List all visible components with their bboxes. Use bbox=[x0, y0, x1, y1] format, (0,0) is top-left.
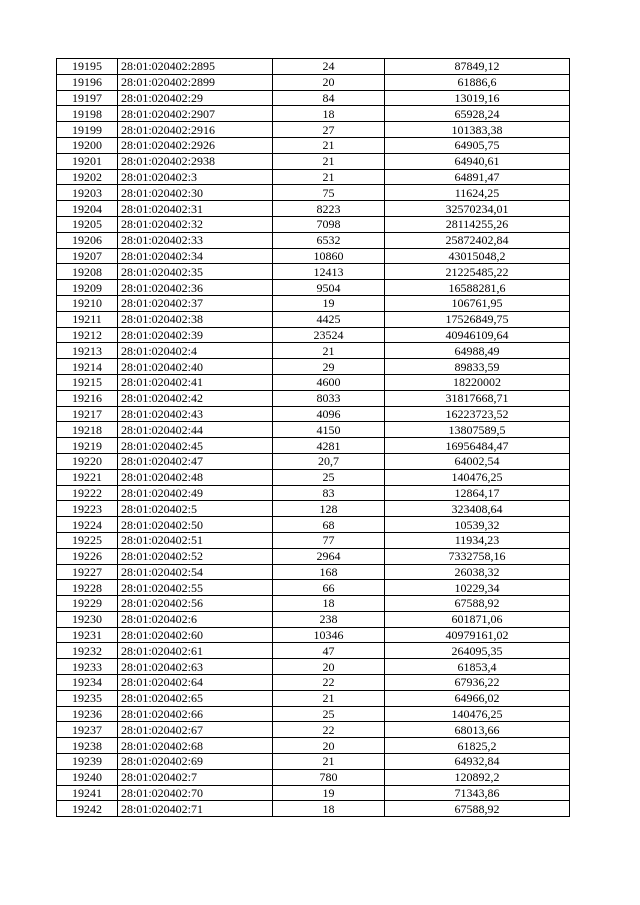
area-value: 77 bbox=[273, 532, 385, 548]
cadastral-number: 28:01:020402:36 bbox=[118, 280, 273, 296]
cadastral-value: 89833,59 bbox=[385, 359, 570, 375]
row-number: 19216 bbox=[57, 390, 118, 406]
table-row bbox=[57, 59, 570, 75]
row-number: 19200 bbox=[57, 137, 118, 153]
area-value: 66 bbox=[273, 580, 385, 596]
cadastral-value: 11934,23 bbox=[385, 532, 570, 548]
row-number: 19203 bbox=[57, 185, 118, 201]
area-value: 8223 bbox=[273, 201, 385, 217]
table-row bbox=[57, 580, 570, 596]
cadastral-value: 11624,25 bbox=[385, 185, 570, 201]
table-row bbox=[57, 137, 570, 153]
table-row bbox=[57, 74, 570, 90]
cadastral-value: 40979161,02 bbox=[385, 627, 570, 643]
cadastral-number: 28:01:020402:2926 bbox=[118, 137, 273, 153]
cadastral-value: 64988,49 bbox=[385, 343, 570, 359]
row-number: 19238 bbox=[57, 738, 118, 754]
cadastral-value: 64966,02 bbox=[385, 690, 570, 706]
area-value: 21 bbox=[273, 169, 385, 185]
cadastral-value: 64002,54 bbox=[385, 453, 570, 469]
cadastral-value: 64940,61 bbox=[385, 153, 570, 169]
cadastral-number: 28:01:020402:35 bbox=[118, 264, 273, 280]
table-row bbox=[57, 343, 570, 359]
row-number: 19201 bbox=[57, 153, 118, 169]
row-number: 19236 bbox=[57, 706, 118, 722]
area-value: 19 bbox=[273, 785, 385, 801]
cadastral-number: 28:01:020402:42 bbox=[118, 390, 273, 406]
area-value: 25 bbox=[273, 469, 385, 485]
row-number: 19210 bbox=[57, 295, 118, 311]
table-row bbox=[57, 438, 570, 454]
cadastral-value: 68013,66 bbox=[385, 722, 570, 738]
row-number: 19215 bbox=[57, 374, 118, 390]
row-number: 19220 bbox=[57, 453, 118, 469]
cadastral-number: 28:01:020402:39 bbox=[118, 327, 273, 343]
cadastral-value: 40946109,64 bbox=[385, 327, 570, 343]
cadastral-value: 10539,32 bbox=[385, 517, 570, 533]
area-value: 47 bbox=[273, 643, 385, 659]
cadastral-value: 264095,35 bbox=[385, 643, 570, 659]
table-row bbox=[57, 754, 570, 770]
row-number: 19232 bbox=[57, 643, 118, 659]
cadastral-number: 28:01:020402:70 bbox=[118, 785, 273, 801]
area-value: 4281 bbox=[273, 438, 385, 454]
cadastral-value: 64905,75 bbox=[385, 137, 570, 153]
row-number: 19205 bbox=[57, 216, 118, 232]
cadastral-number: 28:01:020402:61 bbox=[118, 643, 273, 659]
row-number: 19214 bbox=[57, 359, 118, 375]
row-number: 19212 bbox=[57, 327, 118, 343]
area-value: 128 bbox=[273, 501, 385, 517]
table-row bbox=[57, 706, 570, 722]
area-value: 12413 bbox=[273, 264, 385, 280]
row-number: 19230 bbox=[57, 611, 118, 627]
area-value: 6532 bbox=[273, 232, 385, 248]
table-row bbox=[57, 548, 570, 564]
table-row bbox=[57, 627, 570, 643]
cadastral-value: 10229,34 bbox=[385, 580, 570, 596]
area-value: 18 bbox=[273, 801, 385, 817]
cadastral-number: 28:01:020402:38 bbox=[118, 311, 273, 327]
table-row bbox=[57, 311, 570, 327]
row-number: 19219 bbox=[57, 438, 118, 454]
area-value: 8033 bbox=[273, 390, 385, 406]
cadastral-number: 28:01:020402:34 bbox=[118, 248, 273, 264]
cadastral-number: 28:01:020402:2916 bbox=[118, 122, 273, 138]
table-row bbox=[57, 485, 570, 501]
area-value: 25 bbox=[273, 706, 385, 722]
table-row bbox=[57, 153, 570, 169]
row-number: 19199 bbox=[57, 122, 118, 138]
cadastral-number: 28:01:020402:64 bbox=[118, 675, 273, 691]
area-value: 18 bbox=[273, 596, 385, 612]
cadastral-value: 12864,17 bbox=[385, 485, 570, 501]
cadastral-number: 28:01:020402:65 bbox=[118, 690, 273, 706]
table-row bbox=[57, 216, 570, 232]
table-row bbox=[57, 738, 570, 754]
table-row bbox=[57, 248, 570, 264]
cadastral-value: 87849,12 bbox=[385, 59, 570, 75]
area-value: 84 bbox=[273, 90, 385, 106]
table-body bbox=[57, 59, 570, 817]
cadastral-number: 28:01:020402:37 bbox=[118, 295, 273, 311]
cadastral-number: 28:01:020402:2907 bbox=[118, 106, 273, 122]
cadastral-number: 28:01:020402:29 bbox=[118, 90, 273, 106]
cadastral-value: 31817668,71 bbox=[385, 390, 570, 406]
row-number: 19233 bbox=[57, 659, 118, 675]
table-row bbox=[57, 769, 570, 785]
cadastral-value: 26038,32 bbox=[385, 564, 570, 580]
cadastral-number: 28:01:020402:48 bbox=[118, 469, 273, 485]
area-value: 23524 bbox=[273, 327, 385, 343]
area-value: 68 bbox=[273, 517, 385, 533]
cadastral-number: 28:01:020402:30 bbox=[118, 185, 273, 201]
table-row bbox=[57, 122, 570, 138]
table-row bbox=[57, 722, 570, 738]
cadastral-value: 18220002 bbox=[385, 374, 570, 390]
cadastral-value: 140476,25 bbox=[385, 469, 570, 485]
area-value: 22 bbox=[273, 722, 385, 738]
row-number: 19198 bbox=[57, 106, 118, 122]
table-row bbox=[57, 564, 570, 580]
row-number: 19202 bbox=[57, 169, 118, 185]
cadastral-value: 65928,24 bbox=[385, 106, 570, 122]
cadastral-value: 21225485,22 bbox=[385, 264, 570, 280]
table-row bbox=[57, 611, 570, 627]
row-number: 19209 bbox=[57, 280, 118, 296]
table-row bbox=[57, 422, 570, 438]
cadastral-number: 28:01:020402:4 bbox=[118, 343, 273, 359]
row-number: 19242 bbox=[57, 801, 118, 817]
cadastral-value: 64932,84 bbox=[385, 754, 570, 770]
table-row bbox=[57, 501, 570, 517]
cadastral-number: 28:01:020402:45 bbox=[118, 438, 273, 454]
area-value: 9504 bbox=[273, 280, 385, 296]
row-number: 19241 bbox=[57, 785, 118, 801]
row-number: 19218 bbox=[57, 422, 118, 438]
row-number: 19228 bbox=[57, 580, 118, 596]
area-value: 20,7 bbox=[273, 453, 385, 469]
table-row bbox=[57, 801, 570, 817]
area-value: 10860 bbox=[273, 248, 385, 264]
row-number: 19234 bbox=[57, 675, 118, 691]
table-row bbox=[57, 469, 570, 485]
area-value: 21 bbox=[273, 343, 385, 359]
cadastral-number: 28:01:020402:63 bbox=[118, 659, 273, 675]
cadastral-value: 140476,25 bbox=[385, 706, 570, 722]
area-value: 7098 bbox=[273, 216, 385, 232]
cadastral-value: 106761,95 bbox=[385, 295, 570, 311]
row-number: 19207 bbox=[57, 248, 118, 264]
table-row bbox=[57, 232, 570, 248]
cadastral-value: 64891,47 bbox=[385, 169, 570, 185]
cadastral-number: 28:01:020402:50 bbox=[118, 517, 273, 533]
row-number: 19225 bbox=[57, 532, 118, 548]
row-number: 19224 bbox=[57, 517, 118, 533]
cadastral-value: 16956484,47 bbox=[385, 438, 570, 454]
table-row bbox=[57, 90, 570, 106]
area-value: 21 bbox=[273, 153, 385, 169]
cadastral-number: 28:01:020402:51 bbox=[118, 532, 273, 548]
row-number: 19217 bbox=[57, 406, 118, 422]
cadastral-number: 28:01:020402:68 bbox=[118, 738, 273, 754]
table-row bbox=[57, 532, 570, 548]
cadastral-value: 13019,16 bbox=[385, 90, 570, 106]
cadastral-value: 67588,92 bbox=[385, 596, 570, 612]
table-row bbox=[57, 295, 570, 311]
area-value: 18 bbox=[273, 106, 385, 122]
cadastral-number: 28:01:020402:44 bbox=[118, 422, 273, 438]
area-value: 20 bbox=[273, 74, 385, 90]
cadastral-value: 323408,64 bbox=[385, 501, 570, 517]
area-value: 21 bbox=[273, 137, 385, 153]
cadastral-number: 28:01:020402:41 bbox=[118, 374, 273, 390]
area-value: 75 bbox=[273, 185, 385, 201]
cadastral-number: 28:01:020402:2895 bbox=[118, 59, 273, 75]
cadastral-value: 7332758,16 bbox=[385, 548, 570, 564]
cadastral-number: 28:01:020402:5 bbox=[118, 501, 273, 517]
table-row bbox=[57, 643, 570, 659]
area-value: 21 bbox=[273, 690, 385, 706]
table-row bbox=[57, 785, 570, 801]
area-value: 19 bbox=[273, 295, 385, 311]
area-value: 2964 bbox=[273, 548, 385, 564]
cadastral-number: 28:01:020402:2899 bbox=[118, 74, 273, 90]
cadastral-value: 28114255,26 bbox=[385, 216, 570, 232]
cadastral-number: 28:01:020402:6 bbox=[118, 611, 273, 627]
cadastral-number: 28:01:020402:66 bbox=[118, 706, 273, 722]
cadastral-number: 28:01:020402:55 bbox=[118, 580, 273, 596]
cadastral-value: 25872402,84 bbox=[385, 232, 570, 248]
area-value: 238 bbox=[273, 611, 385, 627]
area-value: 24 bbox=[273, 59, 385, 75]
table-row bbox=[57, 659, 570, 675]
row-number: 19197 bbox=[57, 90, 118, 106]
area-value: 780 bbox=[273, 769, 385, 785]
row-number: 19204 bbox=[57, 201, 118, 217]
cadastral-value: 16223723,52 bbox=[385, 406, 570, 422]
row-number: 19229 bbox=[57, 596, 118, 612]
cadastral-value: 32570234,01 bbox=[385, 201, 570, 217]
cadastral-number: 28:01:020402:2938 bbox=[118, 153, 273, 169]
cadastral-number: 28:01:020402:60 bbox=[118, 627, 273, 643]
cadastral-value: 101383,38 bbox=[385, 122, 570, 138]
table-row bbox=[57, 280, 570, 296]
row-number: 19211 bbox=[57, 311, 118, 327]
cadastral-value: 71343,86 bbox=[385, 785, 570, 801]
area-value: 21 bbox=[273, 754, 385, 770]
cadastral-value: 67936,22 bbox=[385, 675, 570, 691]
cadastral-value: 13807589,5 bbox=[385, 422, 570, 438]
table-row bbox=[57, 390, 570, 406]
row-number: 19235 bbox=[57, 690, 118, 706]
table-row bbox=[57, 327, 570, 343]
table-row bbox=[57, 517, 570, 533]
cadastral-value: 601871,06 bbox=[385, 611, 570, 627]
area-value: 29 bbox=[273, 359, 385, 375]
table-row bbox=[57, 374, 570, 390]
table-row bbox=[57, 675, 570, 691]
cadastral-value: 61886,6 bbox=[385, 74, 570, 90]
cadastral-value-table bbox=[56, 58, 570, 817]
row-number: 19208 bbox=[57, 264, 118, 280]
cadastral-number: 28:01:020402:32 bbox=[118, 216, 273, 232]
cadastral-value: 43015048,2 bbox=[385, 248, 570, 264]
cadastral-number: 28:01:020402:43 bbox=[118, 406, 273, 422]
area-value: 4150 bbox=[273, 422, 385, 438]
cadastral-number: 28:01:020402:31 bbox=[118, 201, 273, 217]
cadastral-value: 120892,2 bbox=[385, 769, 570, 785]
cadastral-number: 28:01:020402:71 bbox=[118, 801, 273, 817]
area-value: 20 bbox=[273, 659, 385, 675]
table-row bbox=[57, 201, 570, 217]
row-number: 19206 bbox=[57, 232, 118, 248]
cadastral-number: 28:01:020402:52 bbox=[118, 548, 273, 564]
cadastral-number: 28:01:020402:33 bbox=[118, 232, 273, 248]
cadastral-number: 28:01:020402:49 bbox=[118, 485, 273, 501]
area-value: 22 bbox=[273, 675, 385, 691]
cadastral-value: 17526849,75 bbox=[385, 311, 570, 327]
table-row bbox=[57, 690, 570, 706]
cadastral-value: 61825,2 bbox=[385, 738, 570, 754]
area-value: 27 bbox=[273, 122, 385, 138]
table-row bbox=[57, 185, 570, 201]
area-value: 20 bbox=[273, 738, 385, 754]
area-value: 168 bbox=[273, 564, 385, 580]
row-number: 19231 bbox=[57, 627, 118, 643]
table-row bbox=[57, 596, 570, 612]
row-number: 19226 bbox=[57, 548, 118, 564]
row-number: 19223 bbox=[57, 501, 118, 517]
area-value: 4425 bbox=[273, 311, 385, 327]
row-number: 19213 bbox=[57, 343, 118, 359]
table-row bbox=[57, 359, 570, 375]
table-row bbox=[57, 169, 570, 185]
row-number: 19222 bbox=[57, 485, 118, 501]
row-number: 19227 bbox=[57, 564, 118, 580]
table-row bbox=[57, 406, 570, 422]
row-number: 19240 bbox=[57, 769, 118, 785]
cadastral-value: 67588,92 bbox=[385, 801, 570, 817]
row-number: 19195 bbox=[57, 59, 118, 75]
cadastral-number: 28:01:020402:40 bbox=[118, 359, 273, 375]
row-number: 19239 bbox=[57, 754, 118, 770]
area-value: 4600 bbox=[273, 374, 385, 390]
cadastral-value: 61853,4 bbox=[385, 659, 570, 675]
area-value: 83 bbox=[273, 485, 385, 501]
cadastral-number: 28:01:020402:7 bbox=[118, 769, 273, 785]
area-value: 10346 bbox=[273, 627, 385, 643]
cadastral-number: 28:01:020402:67 bbox=[118, 722, 273, 738]
cadastral-number: 28:01:020402:69 bbox=[118, 754, 273, 770]
cadastral-number: 28:01:020402:54 bbox=[118, 564, 273, 580]
row-number: 19237 bbox=[57, 722, 118, 738]
cadastral-number: 28:01:020402:3 bbox=[118, 169, 273, 185]
row-number: 19221 bbox=[57, 469, 118, 485]
cadastral-number: 28:01:020402:56 bbox=[118, 596, 273, 612]
table-row bbox=[57, 106, 570, 122]
cadastral-value: 16588281,6 bbox=[385, 280, 570, 296]
table-row bbox=[57, 264, 570, 280]
area-value: 4096 bbox=[273, 406, 385, 422]
cadastral-number: 28:01:020402:47 bbox=[118, 453, 273, 469]
row-number: 19196 bbox=[57, 74, 118, 90]
table-row bbox=[57, 453, 570, 469]
